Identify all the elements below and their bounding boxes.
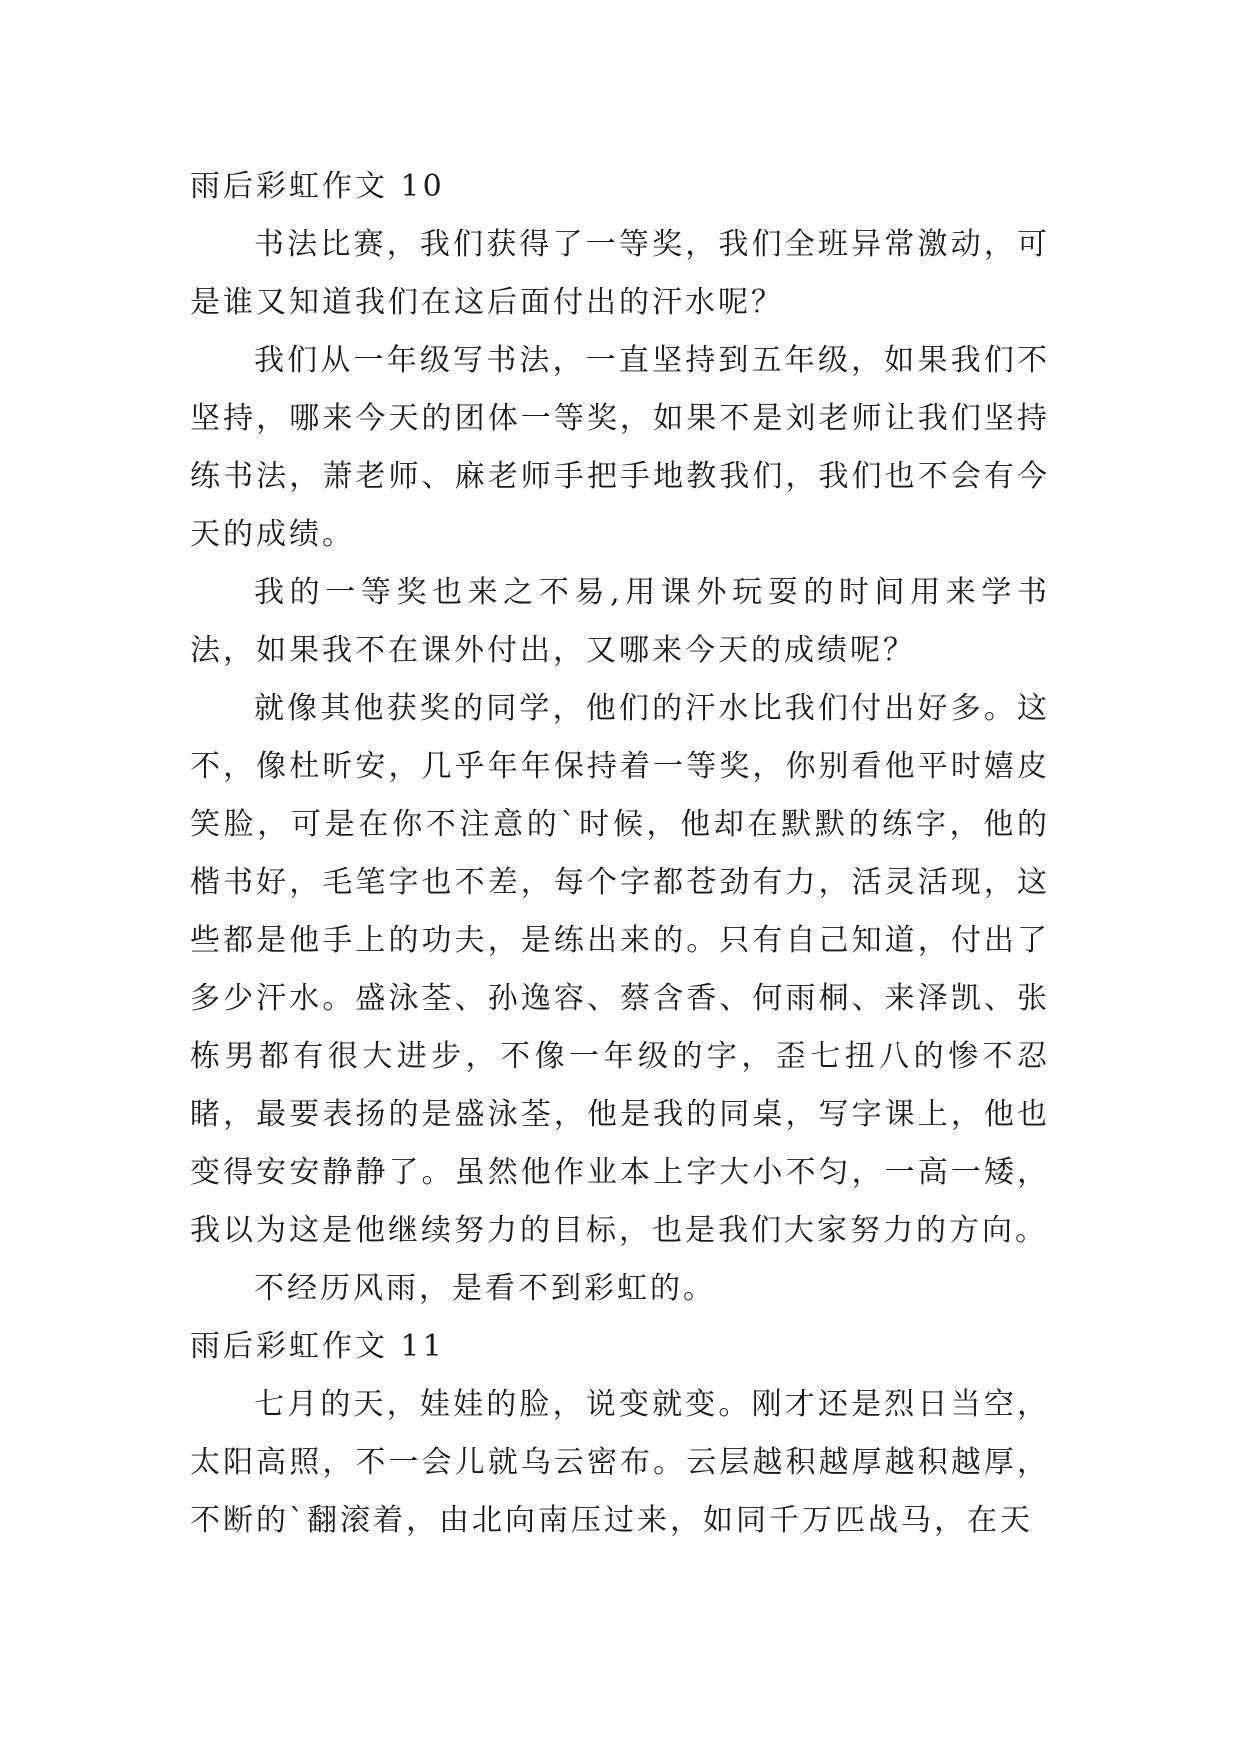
section-title-11: 雨后彩虹作文 11: [190, 1329, 445, 1364]
paragraph: 不经历风雨，是看不到彩虹的。: [254, 1271, 716, 1306]
document-page: [190, 158, 1050, 1550]
paragraph: 就像其他获奖的同学，他们的汗水比我们付出好多。这不，像杜昕安，几乎年年保持着一等奖，你别看他平时嬉皮笑脸，可是在你不注意的`时候，他却在默默的练字，他的楷书好，毛笔字也不差，每个字都苍劲有力，活灵活现，这些都是他手上的功夫，是练出来的。只有自己知道，付出了多少汗水。盛泳荃、孙逸容、蔡含香、何雨桐、来泽凯、张栋男都有很大进步，不像一年级的字，歪七扭八的惨不忍睹，最要表扬的是盛泳荃，他是我的同桌，写字课上，他也变得安安静静了。虽然他作业本上字大小不匀，一高一矮，我以为这是他继续努力的目标，也是我们大家努力的方向。: [190, 691, 1050, 1248]
section-title-10: 雨后彩虹作文 10: [190, 169, 445, 204]
paragraph: 七月的天，娃娃的脸，说变就变。刚才还是烈日当空，太阳高照，不一会儿就乌云密布。云层越积越厚越积越厚，不断的`翻滚着，由北向南压过来，如同千万匹战马，在天: [190, 1387, 1050, 1538]
paragraph: 书法比赛，我们获得了一等奖，我们全班异常激动，可是谁又知道我们在这后面付出的汗水呢？: [190, 227, 1050, 320]
paragraph: 我们从一年级写书法，一直坚持到五年级，如果我们不坚持，哪来今天的团体一等奖，如果不是刘老师让我们坚持练书法，萧老师、麻老师手把手地教我们，我们也不会有今天的成绩。: [190, 343, 1050, 552]
paragraph: 我的一等奖也来之不易,用课外玩耍的时间用来学书法，如果我不在课外付出，又哪来今天的成绩呢？: [190, 575, 1050, 668]
